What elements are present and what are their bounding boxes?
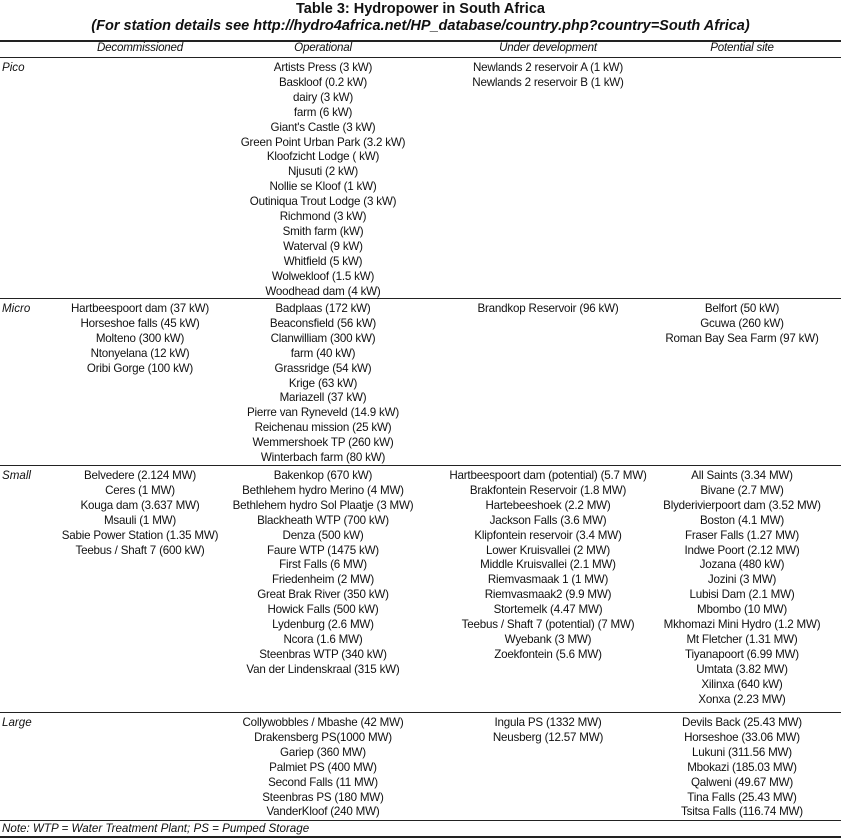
header-potential-site: Potential site [710, 41, 774, 54]
station-entry: Devils Back (25.43 MW) [682, 716, 802, 729]
station-entry: Zoekfontein (5.6 MW) [494, 647, 602, 661]
station-entry: Neusberg (12.57 MW) [492, 730, 604, 744]
station-entry: Badplaas (172 kW) [275, 302, 371, 315]
station-entry: Wyebank (3 MW) [504, 632, 592, 646]
station-entry: Mt Fletcher (1.31 MW) [686, 632, 798, 646]
row-micro [0, 299, 841, 465]
station-entry: First Falls (6 MW) [279, 558, 367, 572]
header-decommissioned: Decommissioned [96, 41, 184, 54]
station-entry: farm (40 kW) [290, 346, 356, 360]
station-entry: Bivane (2.7 MW) [700, 483, 784, 497]
station-entry: Belfort (50 kW) [704, 302, 780, 315]
header-operational: Operational [294, 41, 352, 54]
station-entry: Middle Kruisvallei (2.1 MW) [480, 558, 616, 572]
station-entry: Artists Press (3 kW) [273, 61, 373, 74]
station-entry: Jozana (480 kW) [699, 558, 785, 572]
station-entry: Great Brak River (350 kW) [257, 588, 389, 602]
station-entry: Riemvasmaak 1 (1 MW) [487, 573, 609, 587]
row-pico [0, 58, 841, 299]
station-entry: Van der Lindenskraal (315 kW) [246, 662, 400, 676]
station-entry: Pierre van Ryneveld (14.9 kW) [246, 406, 400, 420]
cell-potential-site [582, 469, 841, 708]
cell-potential-site [582, 716, 841, 820]
station-entry: Tiyanapoort (6.99 MW) [685, 647, 799, 661]
station-entry: Palmiet PS (400 MW) [269, 760, 377, 774]
station-entry: Tina Falls (25.43 MW) [687, 790, 797, 804]
station-entry: Gcuwa (260 kW) [700, 316, 784, 330]
station-entry: Horseshoe (33.06 MW) [684, 730, 800, 744]
station-entry: Bakenkop (670 kW) [273, 469, 373, 482]
station-entry: Xilinxa (640 kW) [701, 677, 783, 691]
station-entry: Stortemelk (4.47 MW) [493, 603, 603, 617]
station-entry: Winterbach farm (80 kW) [260, 451, 386, 465]
row-label: Small [2, 469, 31, 482]
station-entry: Lower Kruisvallei (2 MW) [485, 543, 611, 557]
end-rule [0, 836, 841, 838]
station-entry: Njusuti (2 kW) [288, 165, 358, 179]
station-entry: Friedenheim (2 MW) [271, 573, 375, 587]
station-entry: Gariep (360 MW) [280, 745, 366, 759]
station-entry: Newlands 2 reservoir A (1 kW) [472, 61, 624, 74]
station-entry: Riemvasmaak2 (9.9 MW) [484, 588, 612, 602]
station-entry: Second Falls (11 MW) [268, 775, 378, 789]
station-entry: Ingula PS (1332 MW) [494, 716, 602, 729]
station-entry: All Saints (3.34 MW) [691, 469, 793, 482]
station-entry: Klipfontein reservoir (3.4 MW) [474, 528, 622, 542]
station-entry: Boston (4.1 MW) [700, 513, 784, 527]
station-entry: Whitfield (5 kW) [283, 254, 363, 268]
header-under-development: Under development [499, 41, 597, 54]
station-entry: Outiniqua Trout Lodge (3 kW) [249, 195, 397, 209]
station-entry: Jackson Falls (3.6 MW) [489, 513, 607, 527]
station-entry: Mkhomazi Mini Hydro (1.2 MW) [663, 618, 821, 632]
station-entry: Teebus / Shaft 7 (potential) (7 MW) [461, 618, 635, 632]
row-label: Large [2, 716, 32, 729]
station-entry: Wolwekloof (1.5 kW) [271, 269, 375, 283]
station-entry: farm (6 kW) [293, 105, 353, 119]
station-entry: Blyderivierpoort dam (3.52 MW) [663, 498, 821, 512]
station-entry: Bethlehem hydro Sol Plaatje (3 MW) [232, 498, 414, 512]
station-entry: Msauli (1 MW) [103, 513, 177, 527]
station-entry: Krige (63 kW) [288, 376, 358, 390]
station-entry: Sabie Power Station (1.35 MW) [61, 528, 219, 542]
station-entry: Grassridge (54 kW) [274, 361, 372, 375]
station-entry: Tsitsa Falls (116.74 MW) [681, 805, 803, 819]
station-entry: Hartbeespoort dam (37 kW) [70, 302, 210, 315]
table-subtitle: (For station details see http://hydro4africa.net/HP_database/country.php?country=South Africa) [91, 18, 750, 34]
station-entry: Smith farm (kW) [282, 224, 364, 238]
station-entry: Giant's Castle (3 kW) [270, 120, 376, 134]
station-entry: Lydenburg (2.6 MW) [272, 618, 374, 632]
station-entry: Belvedere (2.124 MW) [84, 469, 196, 482]
station-entry: Brandkop Reservoir (96 kW) [477, 302, 619, 315]
station-entry: Mariazell (37 kW) [279, 391, 367, 405]
station-entry: Wemmershoek TP (260 kW) [252, 436, 394, 450]
station-entry: Hartbeespoort dam (potential) (5.7 MW) [449, 469, 647, 482]
station-entry: Kloofzicht Lodge ( kW) [266, 150, 380, 164]
station-entry: Blackheath WTP (700 kW) [257, 513, 389, 527]
station-entry: Collywobbles / Mbashe (42 MW) [242, 716, 404, 729]
station-entry: Baskloof (0.2 kW) [278, 75, 368, 89]
cell-under-development [388, 61, 708, 91]
station-entry: Ntonyelana (12 kW) [90, 346, 190, 360]
station-entry: Oribi Gorge (100 kW) [86, 361, 194, 375]
row-label: Micro [2, 302, 31, 315]
station-entry: Faure WTP (1475 kW) [267, 543, 379, 557]
row-label: Pico [2, 61, 25, 74]
station-entry: Qalweni (49.67 MW) [690, 775, 794, 789]
station-entry: Howick Falls (500 kW) [267, 603, 379, 617]
station-entry: VanderKloof (240 MW) [266, 805, 380, 819]
row-small [0, 466, 841, 712]
station-entry: Beaconsfield (56 kW) [269, 316, 377, 330]
station-entry: Ceres (1 MW) [105, 483, 175, 497]
station-entry: Mbombo (10 MW) [697, 603, 787, 617]
table-title: Table 3: Hydropower in South Africa [296, 1, 545, 17]
station-entry: Green Point Urban Park (3.2 kW) [240, 135, 406, 149]
station-entry: Reichenau mission (25 kW) [254, 421, 392, 435]
table-note: Note: WTP = Water Treatment Plant; PS = Pumped Storage [2, 822, 310, 835]
station-entry: Indwe Poort (2.12 MW) [684, 543, 800, 557]
station-entry: Brakfontein Reservoir (1.8 MW) [469, 483, 627, 497]
station-entry: Roman Bay Sea Farm (97 kW) [665, 331, 819, 345]
station-entry: Ncora (1.6 MW) [283, 632, 363, 646]
station-entry: Horseshoe falls (45 kW) [80, 316, 200, 330]
station-entry: Denza (500 kW) [282, 528, 364, 542]
station-entry: Mbokazi (185.03 MW) [687, 760, 797, 774]
station-entry: Lukuni (311.56 MW) [692, 745, 792, 759]
station-entry: Teebus / Shaft 7 (600 kW) [75, 543, 205, 557]
station-entry: Woodhead dam (4 kW) [265, 284, 381, 298]
station-entry: Steenbras PS (180 MW) [262, 790, 384, 804]
bottom-rule [0, 820, 841, 821]
station-entry: Steenbras WTP (340 kW) [259, 647, 387, 661]
station-entry: Molteno (300 kW) [95, 331, 185, 345]
station-entry: Bethlehem hydro Merino (4 MW) [242, 483, 404, 497]
station-entry: Fraser Falls (1.27 MW) [684, 528, 800, 542]
station-entry: Newlands 2 reservoir B (1 kW) [472, 75, 624, 89]
station-entry: Clanwilliam (300 kW) [270, 331, 376, 345]
station-entry: Lubisi Dam (2.1 MW) [689, 588, 795, 602]
station-entry: Jozini (3 MW) [707, 573, 777, 587]
station-entry: Hartebeeshoek (2.2 MW) [485, 498, 611, 512]
station-entry: Richmond (3 kW) [279, 210, 367, 224]
station-entry: Nollie se Kloof (1 kW) [269, 180, 377, 194]
cell-operational [163, 302, 483, 466]
station-entry: Xonxa (2.23 MW) [698, 692, 786, 706]
cell-operational [163, 61, 483, 300]
station-entry: Drakensberg PS(1000 MW) [254, 730, 392, 744]
station-entry: dairy (3 kW) [292, 90, 354, 104]
row-large [0, 713, 841, 820]
station-entry: Waterval (9 kW) [283, 239, 363, 253]
station-entry: Umtata (3.82 MW) [696, 662, 788, 676]
station-entry: Kouga dam (3.637 MW) [80, 498, 200, 512]
cell-potential-site [582, 302, 841, 347]
